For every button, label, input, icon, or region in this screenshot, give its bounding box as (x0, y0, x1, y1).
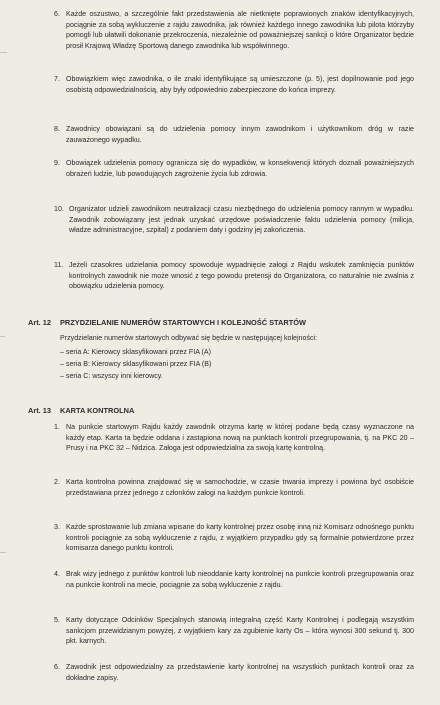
item-text: Organizator udzieli zawodnikom neutralizacji czasu niezbędnego do udzielenia pomocy rannym w wypadku. Zawodnik zobowiązany jest jednak uzyskać urzędowe poświadczenie faktu udzielenia pomocy (milicja, władze administracyjne, szpital) z podaniem daty i godziny jej zakończenia. (69, 205, 414, 235)
list-item (54, 615, 414, 647)
item-text: Zawodnik jest odpowiedzialny za przedstawienie karty kontrolnej na wszystkich punktach kontroli oraz za dokładne zapisy. (66, 663, 414, 682)
item-text: Karty dotyczące Odcinków Specjalnych stanowią integralną część Karty Kontrolnej i podlegają wszystkim sankcjom przewidzianym powyżej, z wyjątkiem kary za zgubienie karty Os – która wynosi 300 sekund tj. 300 pkt. karnych. (66, 616, 414, 646)
item-number: 1. (54, 423, 60, 431)
section-heading (28, 406, 420, 416)
section-intro: Przydzielanie numerów startowych odbywać się będzie w następującej kolejności: (60, 334, 318, 342)
item-number: 7. (54, 75, 60, 83)
item-number: 2. (54, 478, 60, 486)
item-number: 3. (54, 523, 60, 531)
item-text: Obowiązek udzielenia pomocy ogranicza się do wypadków, w konsekwencji których doznali poważniejszych obrażeń ludzie, lub powodujących zagrożenie życia lub zdrowia. (66, 159, 414, 178)
item-number: 11. (54, 261, 64, 269)
list-item (54, 569, 414, 590)
item-text: Brak wizy jednego z punktów kontroli lub nieoddanie karty kontrolnej na punkcie kontroli przegrupowania oraz na punkcie kontroli na mecie, pociągnie za sobą wykluczenie z rajdu. (66, 570, 414, 589)
item-number: 9. (54, 159, 60, 167)
article-title: PRZYDZIELANIE NUMERÓW STARTOWYCH I KOLEJNOŚĆ STARTÓW (60, 318, 306, 327)
article-number: Art. 13 (28, 406, 52, 415)
edge-mark (0, 336, 5, 337)
list-item (54, 477, 414, 498)
list-item (54, 158, 414, 179)
item-text: Zawodnicy obowiązani są do udzielenia pomocy innym zawodnikom i użytkownikom dróg w razie zauważonego wypadku. (66, 125, 414, 144)
list-item (54, 662, 414, 683)
list-item (54, 74, 414, 95)
item-number: 8. (54, 125, 60, 133)
series-line: – seria B: Kierowcy sklasyfikowani przez FIA (B) (60, 360, 212, 368)
item-number: 10. (54, 205, 64, 213)
list-item (54, 422, 414, 454)
item-text: Karta kontrolna powinna znajdować się w samochodzie, w czasie trwania imprezy i powinna być osobiście przedstawiana przez jednego z członków załogi na każdym punkcie kontroli. (66, 478, 414, 497)
item-number: 5. (54, 616, 60, 624)
list-item (54, 9, 414, 51)
series-line: – seria A: Kierowcy sklasyfikowani przez FIA (A) (60, 348, 211, 356)
item-number: 6. (54, 663, 60, 671)
article-title: KARTA KONTROLNA (60, 406, 135, 415)
list-item (54, 124, 414, 145)
article-number: Art. 12 (28, 318, 52, 327)
list-item (54, 204, 414, 236)
edge-mark (0, 52, 7, 53)
section-heading (28, 318, 420, 328)
series-line: – seria C: wszyscy inni kierowcy. (60, 372, 163, 380)
item-text: Każde sprostowanie lub zmiana wpisane do karty kontrolnej przez osobę inną niż Komisarz odnośnego punktu kontroli pociągnie za sobą wykluczenie z rajdu, z wyjątkiem przypadku gdy są formalnie potwierdzone przez komisarza danego punktu kontroli. (66, 523, 414, 553)
item-number: 4. (54, 570, 60, 578)
item-text: Każde oszustwo, a szczególnie fakt przedstawienia ale nietknięte poprawionych znaków identyfikacyjnych, pociągnie za sobą wykluczenie z rajdu zawodnika, jak również każdego innego zawodnika lub pilota którzyby pomogli lub ułatwili dokonanie przekroczenia, niezależnie od poważniejszej sankcji o które Organizator będzie prosił Krajową Władzę Sportową danego zawodnika lub współwinnego. (66, 10, 414, 50)
item-text: Na punkcie startowym Rajdu każdy zawodnik otrzyma kartę w której podane będą czasy wyznaczone na każdy etap. Karta ta będzie oddana i zastąpiona nową na punktach kontroli przegrupowania, tj. na PKC 20 – Prusy i na PKC 32 – Nidzica. Załoga jest odpowiedzialna za swoją kartę kontrolną. (66, 423, 414, 453)
item-text: Obowiązkiem więc zawodnika, o ile znaki identyfikujące są umieszczone (p. 5), jest dopilnowanie pod jego osobistą odpowiedzialnością, aby były odpowiednio zabezpieczone do końca imprezy. (66, 75, 414, 94)
item-text: Jeżeli czasokres udzielania pomocy spowoduje wypadnięcie załogi z Rajdu wskutek zamknięcia punktów kontrolnych zawodnik nie może wnosić z tego powodu pretensji do Organizatora, co naturalnie nie zwalnia z obowiązku udzielenia pomocy. (69, 261, 414, 291)
list-item (54, 522, 414, 554)
edge-mark (0, 552, 6, 553)
list-item (54, 260, 414, 292)
item-number: 6. (54, 10, 60, 18)
